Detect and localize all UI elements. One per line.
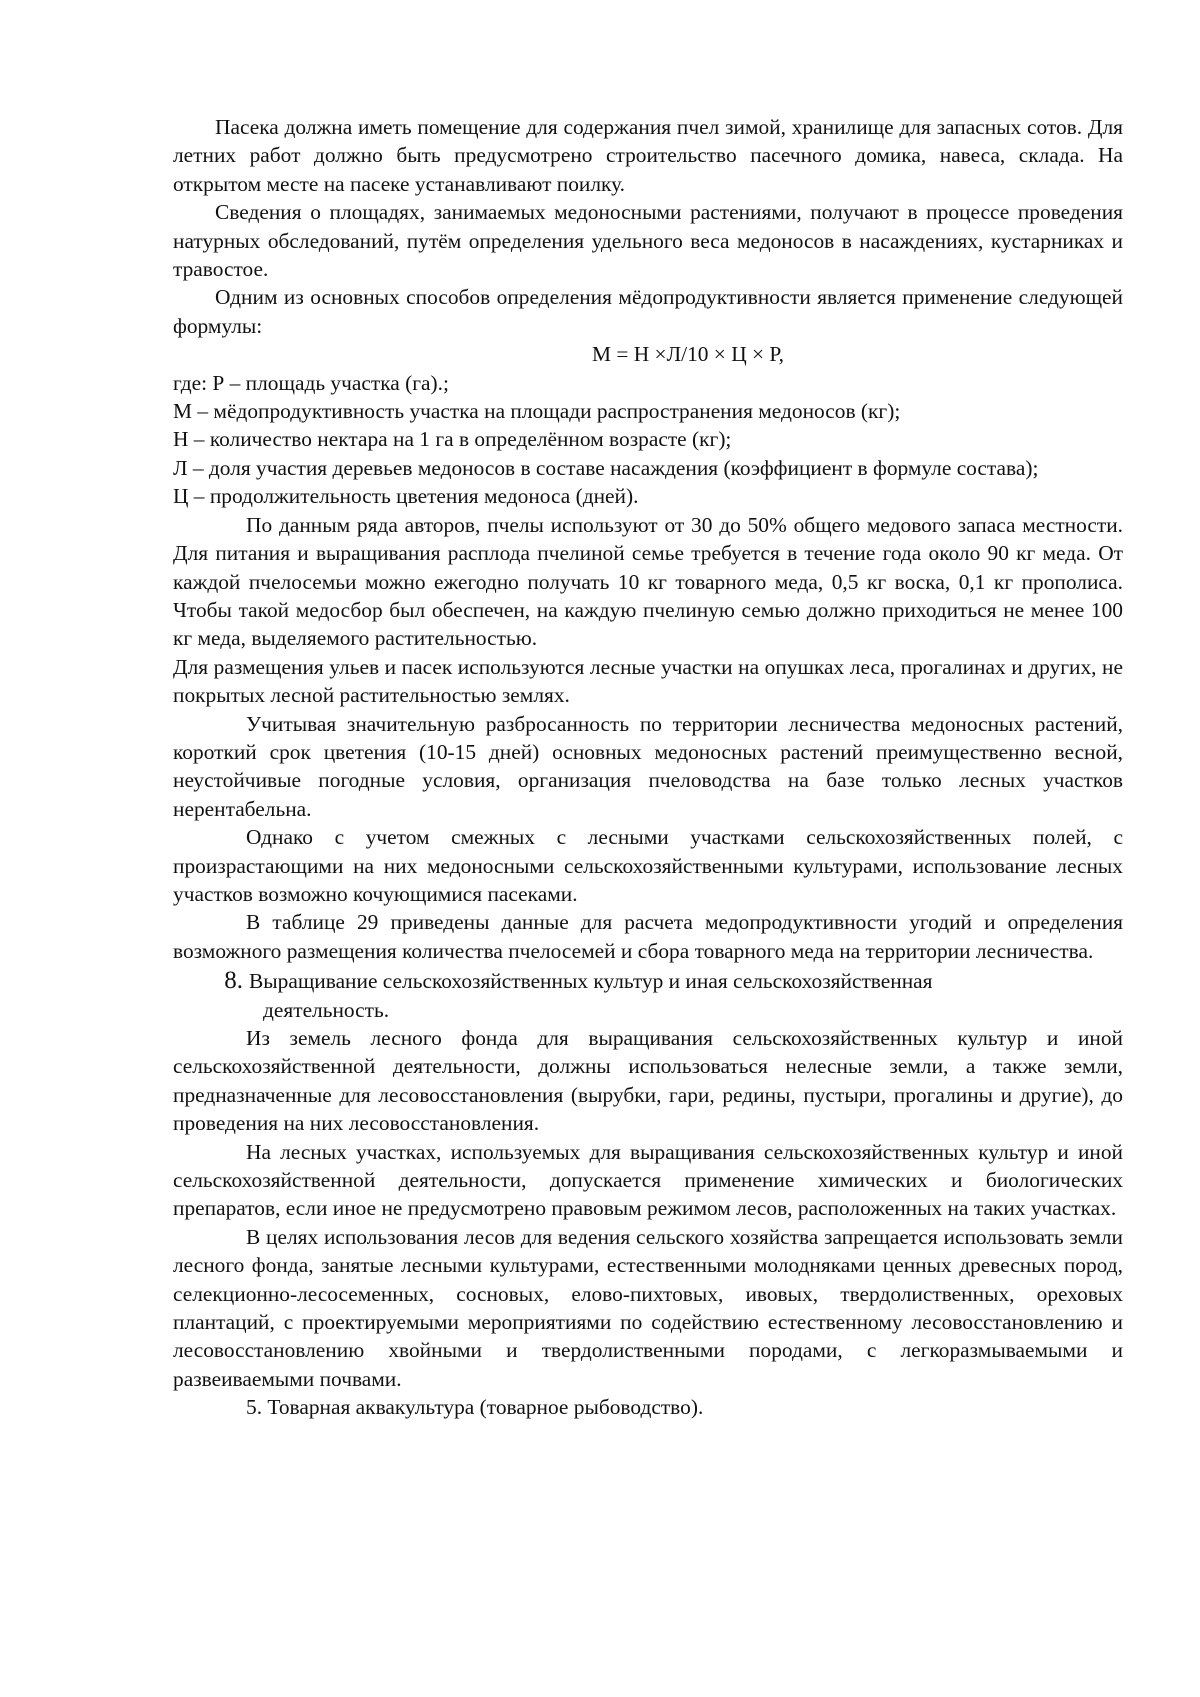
definition-m: М – мёдопродуктивность участка на площади распространения медоносов (кг);: [173, 399, 901, 424]
definition-p: где: Р – площадь участка (га).;: [173, 370, 449, 395]
definition-l: Л – доля участия деревьев медоносов в составе насаждения (коэффициент в формуле состава);: [173, 455, 1039, 480]
paragraph-chemicals-allowed: На лесных участках, используемых для выращивания сельскохозяйственных культур и иной сельскохозяйственной деятельности, допускается применение химических и биологических препаратов, если иное не предусмотрено правовым режимом лесов, расположенных на таких участках.: [173, 1139, 1123, 1221]
section-title: [249, 967, 1123, 1024]
section-title-line2: деятельность.: [263, 997, 390, 1022]
paragraph-hive-placement: Для размещения ульев и пасек используются лесные участки на опушках леса, прогалинах и других, не покрытых лесной растительностью землях.: [173, 654, 1123, 708]
formula: М = Н ×Л/10 × Ц × Р,: [591, 342, 784, 367]
section-heading-8: [173, 967, 1123, 1024]
paragraph-apiary-premises: Пасека должна иметь помещение для содержания пчел зимой, хранилище для запасных сотов. Для летних работ должно быть предусмотрено строительство пасечного домика, навеса, склада. На открытом месте на пасеке устанавливают поилку.: [173, 115, 1123, 196]
section-number: 8.: [224, 967, 243, 995]
definition-c: Ц – продолжительность цветения медоноса (дней).: [173, 484, 639, 509]
paragraph-table-29: В таблице 29 приведены данные для расчета медопродуктивности угодий и определения возможного размещения количества пчелосемей и сбора товарного меда на территории лесничества.: [173, 910, 1123, 963]
document-page: [173, 113, 1123, 1422]
paragraph-agricultural-lands: Из земель лесного фонда для выращивания сельскохозяйственных культур и иной сельскохозяйственной деятельности, должны использоваться нелесные земли, а также земли, предназначенные для лесовосстановления (вырубки, гари, редины, пустыри, прогалины и другие), до проведения на них лесовосстановления.: [173, 1026, 1123, 1136]
paragraph-honey-reserve: По данным ряда авторов, пчелы используют от 30 до 50% общего медового запаса местности. Для питания и выращивания расплода пчелиной семье требуется в течение года около 90 кг меда. От каждой пчелосемьи можно ежегодно получать 10 кг товарного меда, 0,5 кг воска, 0,1 кг прополиса. Чтобы такой медосбор был обеспечен, на каждую пчелиную семью должно приходиться не менее 100 кг меда, выделяемого растительностью.: [173, 512, 1123, 651]
paragraph-beekeeping-unprofitable: Учитывая значительную разбросанность по территории лесничества медоносных растений, короткий срок цветения (10-15 дней) основных медоносных растений преимущественно весной, неустойчивые погодные условия, организация пчеловодства на базе только лесных участков нерентабельна.: [173, 711, 1123, 821]
definition-n: Н – количество нектара на 1 га в определённом возрасте (кг);: [173, 427, 732, 452]
section-heading-5: 5. Товарная аквакультура (товарное рыбоводство).: [246, 1395, 704, 1420]
paragraph-honey-plant-areas: Сведения о площадях, занимаемых медоносными растениями, получают в процессе проведения натурных обследований, путём определения удельного веса медоносов в насаждениях, кустарниках и травостое.: [173, 200, 1123, 282]
section-title-line1: Выращивание сельскохозяйственных культур и иная сельскохозяйственная: [249, 969, 933, 994]
paragraph-prohibitions: В целях использования лесов для ведения сельского хозяйства запрещается использовать земли лесного фонда, занятые лесными культурами, естественными молодняками ценных древесных пород, селекционно-лесосеменных, сосновых, елово-пихтовых, ивовых, твердолиственных, ореховых плантаций, с проектируемыми мероприятиями по содействию естественному лесовосстановлению и лесовосстановлению хвойными и твердолиственными породами, с легкоразмываемыми и развеиваемыми почвами.: [173, 1224, 1123, 1391]
paragraph-nomadic-apiaries: Однако с учетом смежных с лесными участками сельскохозяйственных полей, с произрастающими на них медоносными сельскохозяйственными культурами, использование лесных участков возможно кочующимися пасеками.: [173, 825, 1123, 906]
paragraph-formula-intro: Одним из основных способов определения мёдопродуктивности является применение следующей формулы:: [173, 285, 1123, 338]
